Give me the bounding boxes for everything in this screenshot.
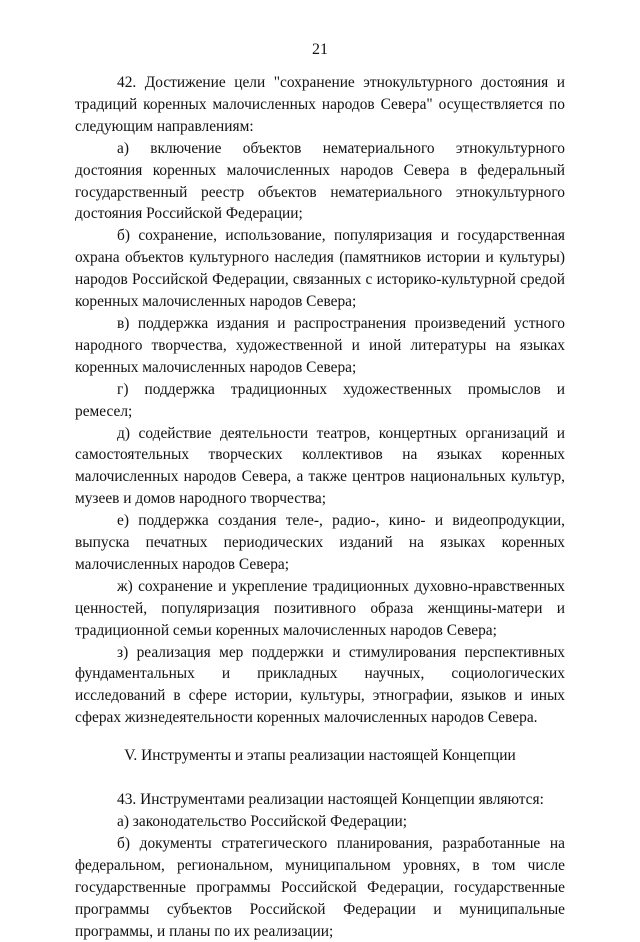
list-item-e: е) поддержка создания теле-, радио-, кино- и видеопродукции, выпуска печатных периодических изданий на языках коренных малочисленных народов Севера; xyxy=(75,512,565,573)
list-item-zh: ж) сохранение и укрепление традиционных духовно-нравственных ценностей, популяризация позитивного образа женщины-матери и традиционной семьи коренных малочисленных народов Севера; xyxy=(75,577,565,639)
list-item-43-b: б) документы стратегического планирования, разработанные на федеральном, региональном, муниципальном уровнях, в том числе государственные программы Российской Федерации, государственные программы субъектов Российской Федерации и муниципальные программы, и планы по их реализации; xyxy=(75,834,565,940)
list-item-d: д) содействие деятельности театров, концертных организаций и самостоятельных творческих коллективов на языках коренных малочисленных народов Севера, а также центров национальных культур, музеев и домов народного творчества; xyxy=(75,424,565,508)
list-item-b: б) сохранение, использование, популяризация и государственная охрана объектов культурного наследия (памятников истории и культуры) народов Российской Федерации, связанных с историко-культурной средой коренных малочисленных народов Севера; xyxy=(75,227,565,311)
list-item-g: г) поддержка традиционных художественных промыслов и ремесел; xyxy=(75,380,565,420)
paragraph-42: 42. Достижение цели "сохранение этнокультурного достояния и традиций коренных малочисленных народов Севера" осуществляется по следующим направлениям: xyxy=(75,74,565,135)
list-item-a: а) включение объектов нематериального этнокультурного достояния коренных малочисленных народов Севера в федеральный государственный реестр объектов нематериального этнокультурного достояния Российской Федерации; xyxy=(75,139,565,223)
list-item-z: з) реализация мер поддержки и стимулирования перспективных фундаментальных и прикладных научных, социологических исследований в сфере истории, культуры, этнографии, языков и иных сферах жизнедеятельности коренных малочисленных народов Севера. xyxy=(75,643,565,727)
section-title: V. Инструменты и этапы реализации настоящей Концепции xyxy=(124,747,516,765)
document-body xyxy=(75,72,565,942)
paragraph-43: 43. Инструментами реализации настоящей Концепции являются: xyxy=(117,791,544,809)
list-item-v: в) поддержка издания и распространения произведений устного народного творчества, художественной и иной литературы на языках коренных малочисленных народов Севера; xyxy=(75,314,565,376)
list-item-43-a: а) законодательство Российской Федерации; xyxy=(117,813,408,830)
page-number: 21 xyxy=(312,41,328,58)
